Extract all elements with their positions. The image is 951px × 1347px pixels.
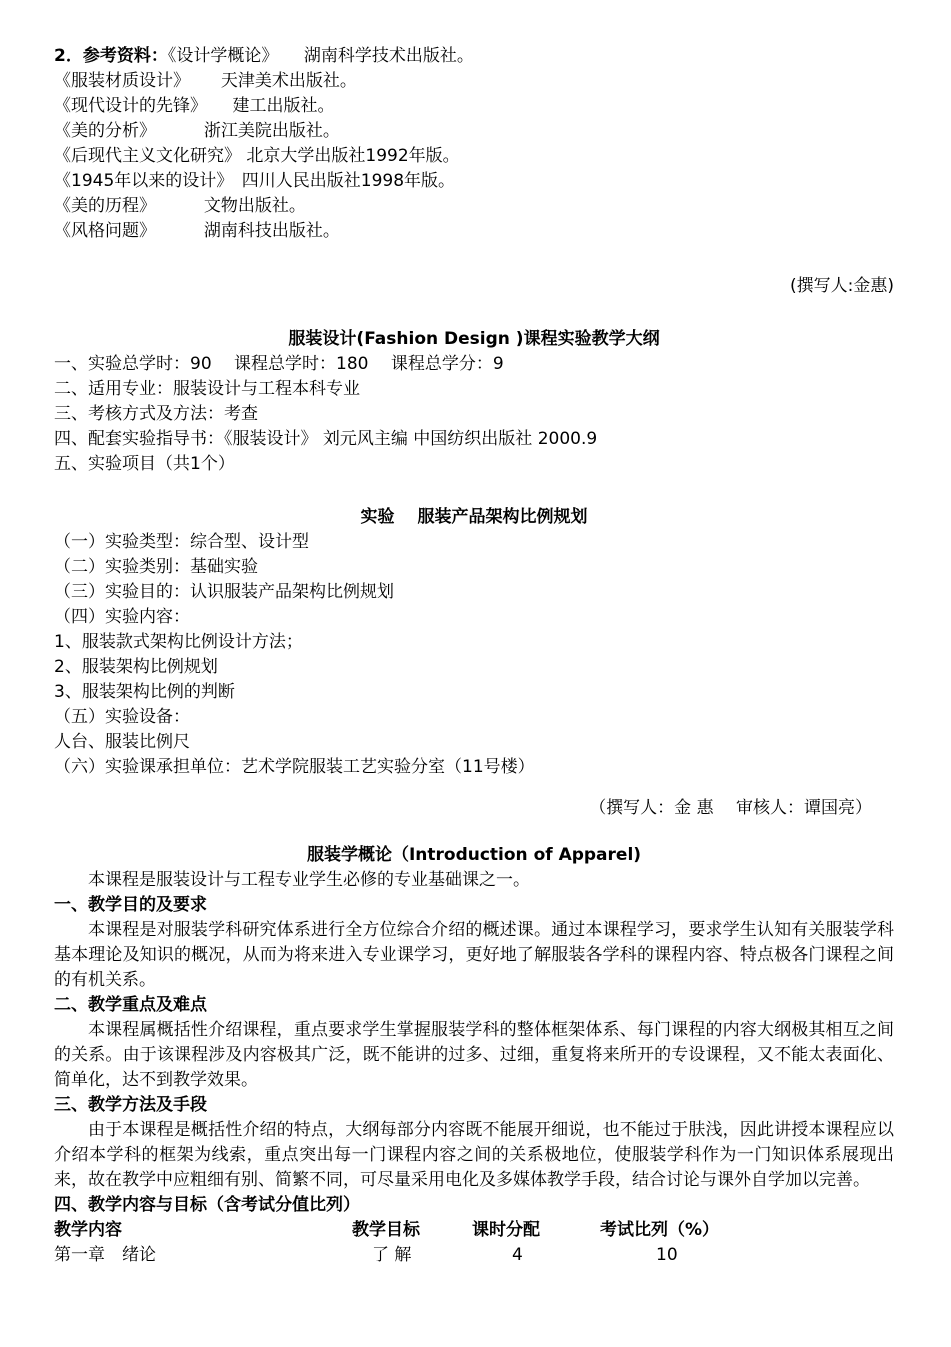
section-heading: 三、教学方法及手段 [54,1095,207,1115]
experiment-item: （一）实验类型：综合型、设计型 [54,532,309,552]
section-heading: 二、教学重点及难点 [54,995,207,1015]
reference-item: 《设计学概论》 湖南科学技术出版社。 [167,46,474,66]
section-heading: 四、教学内容与目标（含考试分值比列） [54,1195,360,1215]
experiment-item: （六）实验课承担单位：艺术学院服装工艺实验分室（11号楼） [54,757,535,777]
lab-outline-item: 四、配套实验指导书：《服装设计》 刘元风主编 中国纺织出版社 2000.9 [54,429,598,449]
table-cell: 10 [656,1245,678,1265]
references-first-line [54,44,894,69]
reference-item: 《后现代主义文化研究》 北京大学出版社1992年版。 [54,146,460,166]
document-page [54,44,894,1268]
experiment-item: 1、服装款式架构比例设计方法； [54,632,303,652]
experiment-item: 3、服装架构比例的判断 [54,682,235,702]
intro-course-intro: 本课程是服装设计与工程专业学生必修的专业基础课之一。 [88,870,530,890]
lab-outline-item: 五、实验项目（共1个） [54,454,235,474]
section-body: 本课程属概括性介绍课程，重点要求学生掌握服装学科的整体框架体系、每门课程的内容大纲极其相互之间的关系。由于该课程涉及内容极其广泛，既不能讲的过多、过细，重复将来所开的专设课程，又不能太表面化、简单化，达不到教学效果。 [54,1020,894,1090]
experiment-item: 2、服装架构比例规划 [54,657,218,677]
references-author: (撰写人:金惠) [790,276,894,296]
experiment-item: （五）实验设备： [54,707,190,727]
reference-item: 《现代设计的先锋》 建工出版社。 [54,96,335,116]
experiment-item: （三）实验目的：认识服装产品架构比例规划 [54,582,394,602]
table-cell: 了 解 [372,1245,412,1265]
references-lead: 2．参考资料： [54,46,168,66]
experiment-title: 实验 服装产品架构比例规划 [360,507,588,527]
lab-outline-item: 三、考核方式及方法：考查 [54,404,258,424]
reference-item: 《美的历程》 文物出版社。 [54,196,306,216]
lab-outline-item: 一、实验总学时：90 课程总学时：180 课程总学分：9 [54,354,504,374]
reference-item: 《美的分析》 浙江美院出版社。 [54,121,340,141]
experiment-item: 人台、服装比例尺 [54,732,190,752]
lab-outline-author: （撰写人：金 惠 审核人：谭国亮） [589,798,872,818]
table-cell: 4 [512,1245,523,1265]
references-section [54,44,894,244]
reference-item: 《服装材质设计》 天津美术出版社。 [54,71,357,91]
reference-item: 《1945年以来的设计》 四川人民出版社1998年版。 [54,171,456,191]
section-body: 本课程是对服装学科研究体系进行全方位综合介绍的概述课。通过本课程学习，要求学生认知有关服装学科基本理论及知识的概况，从而为将来进入专业课学习，更好地了解服装各学科的课程内容、特点极各门课程之间的有机关系。 [54,920,894,990]
section-heading: 一、教学目的及要求 [54,895,207,915]
table-header-cell: 教学内容 [54,1220,122,1240]
section-body: 由于本课程是概括性介绍的特点，大纲每部分内容既不能展开细说，也不能过于肤浅，因此讲授本课程应以介绍本学科的框架为线索，重点突出每一门课程内容之间的关系极地位，使服装学科作为一门知识体系展现出来，故在教学中应粗细有别、简繁不同，可尽量采用电化及多媒体教学手段，结合讨论与课外自学加以完善。 [54,1120,894,1190]
table-header-cell: 课时分配 [472,1220,540,1240]
table-header-cell: 教学目标 [352,1220,420,1240]
intro-course-title: 服装学概论（Introduction of Apparel) [306,845,642,865]
lab-outline-title: 服装设计(Fashion Design )课程实验教学大纲 [288,329,660,349]
lab-outline-item: 二、适用专业：服装设计与工程本科专业 [54,379,360,399]
experiment-item: （二）实验类别：基础实验 [54,557,258,577]
table-row [54,1243,894,1268]
reference-item: 《风格问题》 湖南科技出版社。 [54,221,340,241]
table-header-row [54,1218,894,1243]
experiment-item: （四）实验内容： [54,607,190,627]
table-header-cell: 考试比列（%） [600,1220,720,1240]
table-cell: 第一章 绪论 [54,1245,156,1265]
